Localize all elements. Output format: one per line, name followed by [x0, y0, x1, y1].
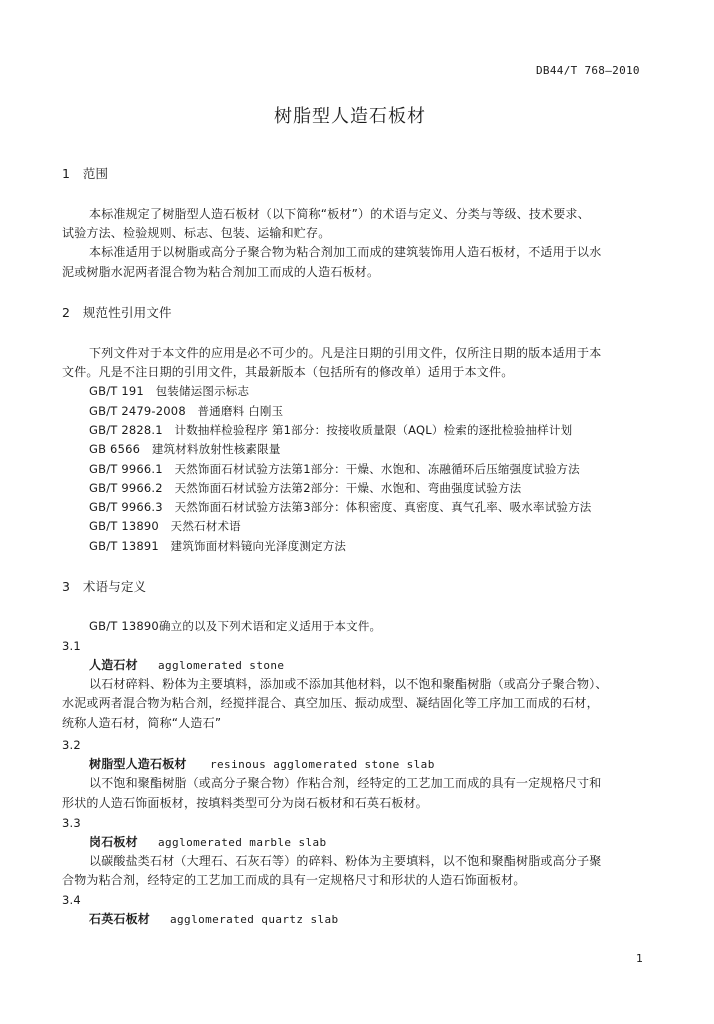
- section-1-para-1-line-1: 本标准规定了树脂型人造石板材（以下简称“板材”）的术语与定义、分类与等级、技术要求、: [89, 207, 590, 221]
- term-english: resinous agglomerated stone slab: [210, 758, 435, 771]
- term-chinese: 人造石材: [89, 658, 138, 672]
- reference-item: GB 6566 建筑材料放射性核素限量: [89, 442, 281, 456]
- section-3-heading: 3 术语与定义: [62, 579, 147, 594]
- reference-item: GB/T 2479-2008 普通磨料 白刚玉: [89, 404, 284, 418]
- section-2-heading: 2 规范性引用文件: [62, 305, 172, 320]
- page-title: 树脂型人造石板材: [274, 106, 426, 127]
- term-chinese: 石英石板材: [89, 912, 151, 926]
- section-1-heading: 1 范围: [62, 166, 109, 181]
- term-english: agglomerated quartz slab: [170, 913, 339, 926]
- term-number: 3.3: [62, 816, 81, 830]
- section-1-para-1-line-2: 试验方法、检验规则、标志、包装、运输和贮存。: [62, 226, 331, 240]
- reference-item: GB/T 13891 建筑饰面材料镜向光泽度测定方法: [89, 539, 347, 553]
- reference-item: GB/T 9966.1 天然饰面石材试验方法第1部分：干燥、水饱和、冻融循环后压缩强度试验方法: [89, 462, 580, 476]
- term-english: agglomerated stone: [158, 659, 285, 672]
- section-2-para-line-2: 文件。凡是不注日期的引用文件，其最新版本（包括所有的修改单）适用于本文件。: [62, 365, 514, 379]
- term-definition-line: 以石材碎料、粉体为主要填料，添加或不添加其他材料，以不饱和聚酯树脂（或高分子聚合物）、: [89, 677, 608, 691]
- term-number: 3.4: [62, 893, 81, 907]
- doc-code-header: DB44/T 768—2010: [536, 64, 640, 77]
- term-number: 3.1: [62, 639, 81, 653]
- page-number: 1: [636, 952, 644, 965]
- term-english: agglomerated marble slab: [158, 836, 327, 849]
- term-definition-line: 水泥或两者混合物为粘合剂，经搅拌混合、真空加压、振动成型、凝结固化等工序加工而成的石材，: [62, 696, 599, 710]
- term-definition-line: 以不饱和聚酯树脂（或高分子聚合物）作粘合剂，经特定的工艺加工而成的具有一定规格尺寸和: [89, 776, 602, 790]
- reference-item: GB/T 9966.3 天然饰面石材试验方法第3部分：体积密度、真密度、真气孔率、吸水率试验方法: [89, 500, 592, 514]
- section-2-para-line-1: 下列文件对于本文件的应用是必不可少的。凡是注日期的引用文件，仅所注日期的版本适用于本: [89, 346, 602, 360]
- term-definition-line: 以碳酸盐类石材（大理石、石灰石等）的碎料、粉体为主要填料，以不饱和聚酯树脂或高分子聚: [89, 854, 602, 868]
- reference-item: GB/T 9966.2 天然饰面石材试验方法第2部分：干燥、水饱和、弯曲强度试验方法: [89, 481, 522, 495]
- term-definition-line: 统称人造石材，简称“人造石”: [62, 716, 222, 730]
- section-1-para-2-line-1: 本标准适用于以树脂或高分子聚合物为粘合剂加工而成的建筑装饰用人造石板材，不适用于以水: [89, 245, 602, 259]
- term-chinese: 树脂型人造石板材: [89, 757, 187, 771]
- term-number: 3.2: [62, 738, 81, 752]
- reference-item: GB/T 13890 天然石材术语: [89, 519, 241, 533]
- term-definition-line: 合物为粘合剂，经特定的工艺加工而成的具有一定规格尺寸和形状的人造石饰面板材。: [62, 873, 526, 887]
- term-definition-line: 形状的人造石饰面板材，按填料类型可分为岗石板材和石英石板材。: [62, 796, 429, 810]
- section-3-intro: GB/T 13890确立的以及下列术语和定义适用于本文件。: [89, 619, 382, 633]
- term-chinese: 岗石板材: [89, 835, 138, 849]
- reference-item: GB/T 191 包装储运图示标志: [89, 384, 250, 398]
- section-1-para-2-line-2: 泥或树脂水泥两者混合物为粘合剂加工而成的人造石板材。: [62, 265, 380, 279]
- reference-item: GB/T 2828.1 计数抽样检验程序 第1部分：按接收质量限（AQL）检索的逐批检验抽样计划: [89, 423, 573, 437]
